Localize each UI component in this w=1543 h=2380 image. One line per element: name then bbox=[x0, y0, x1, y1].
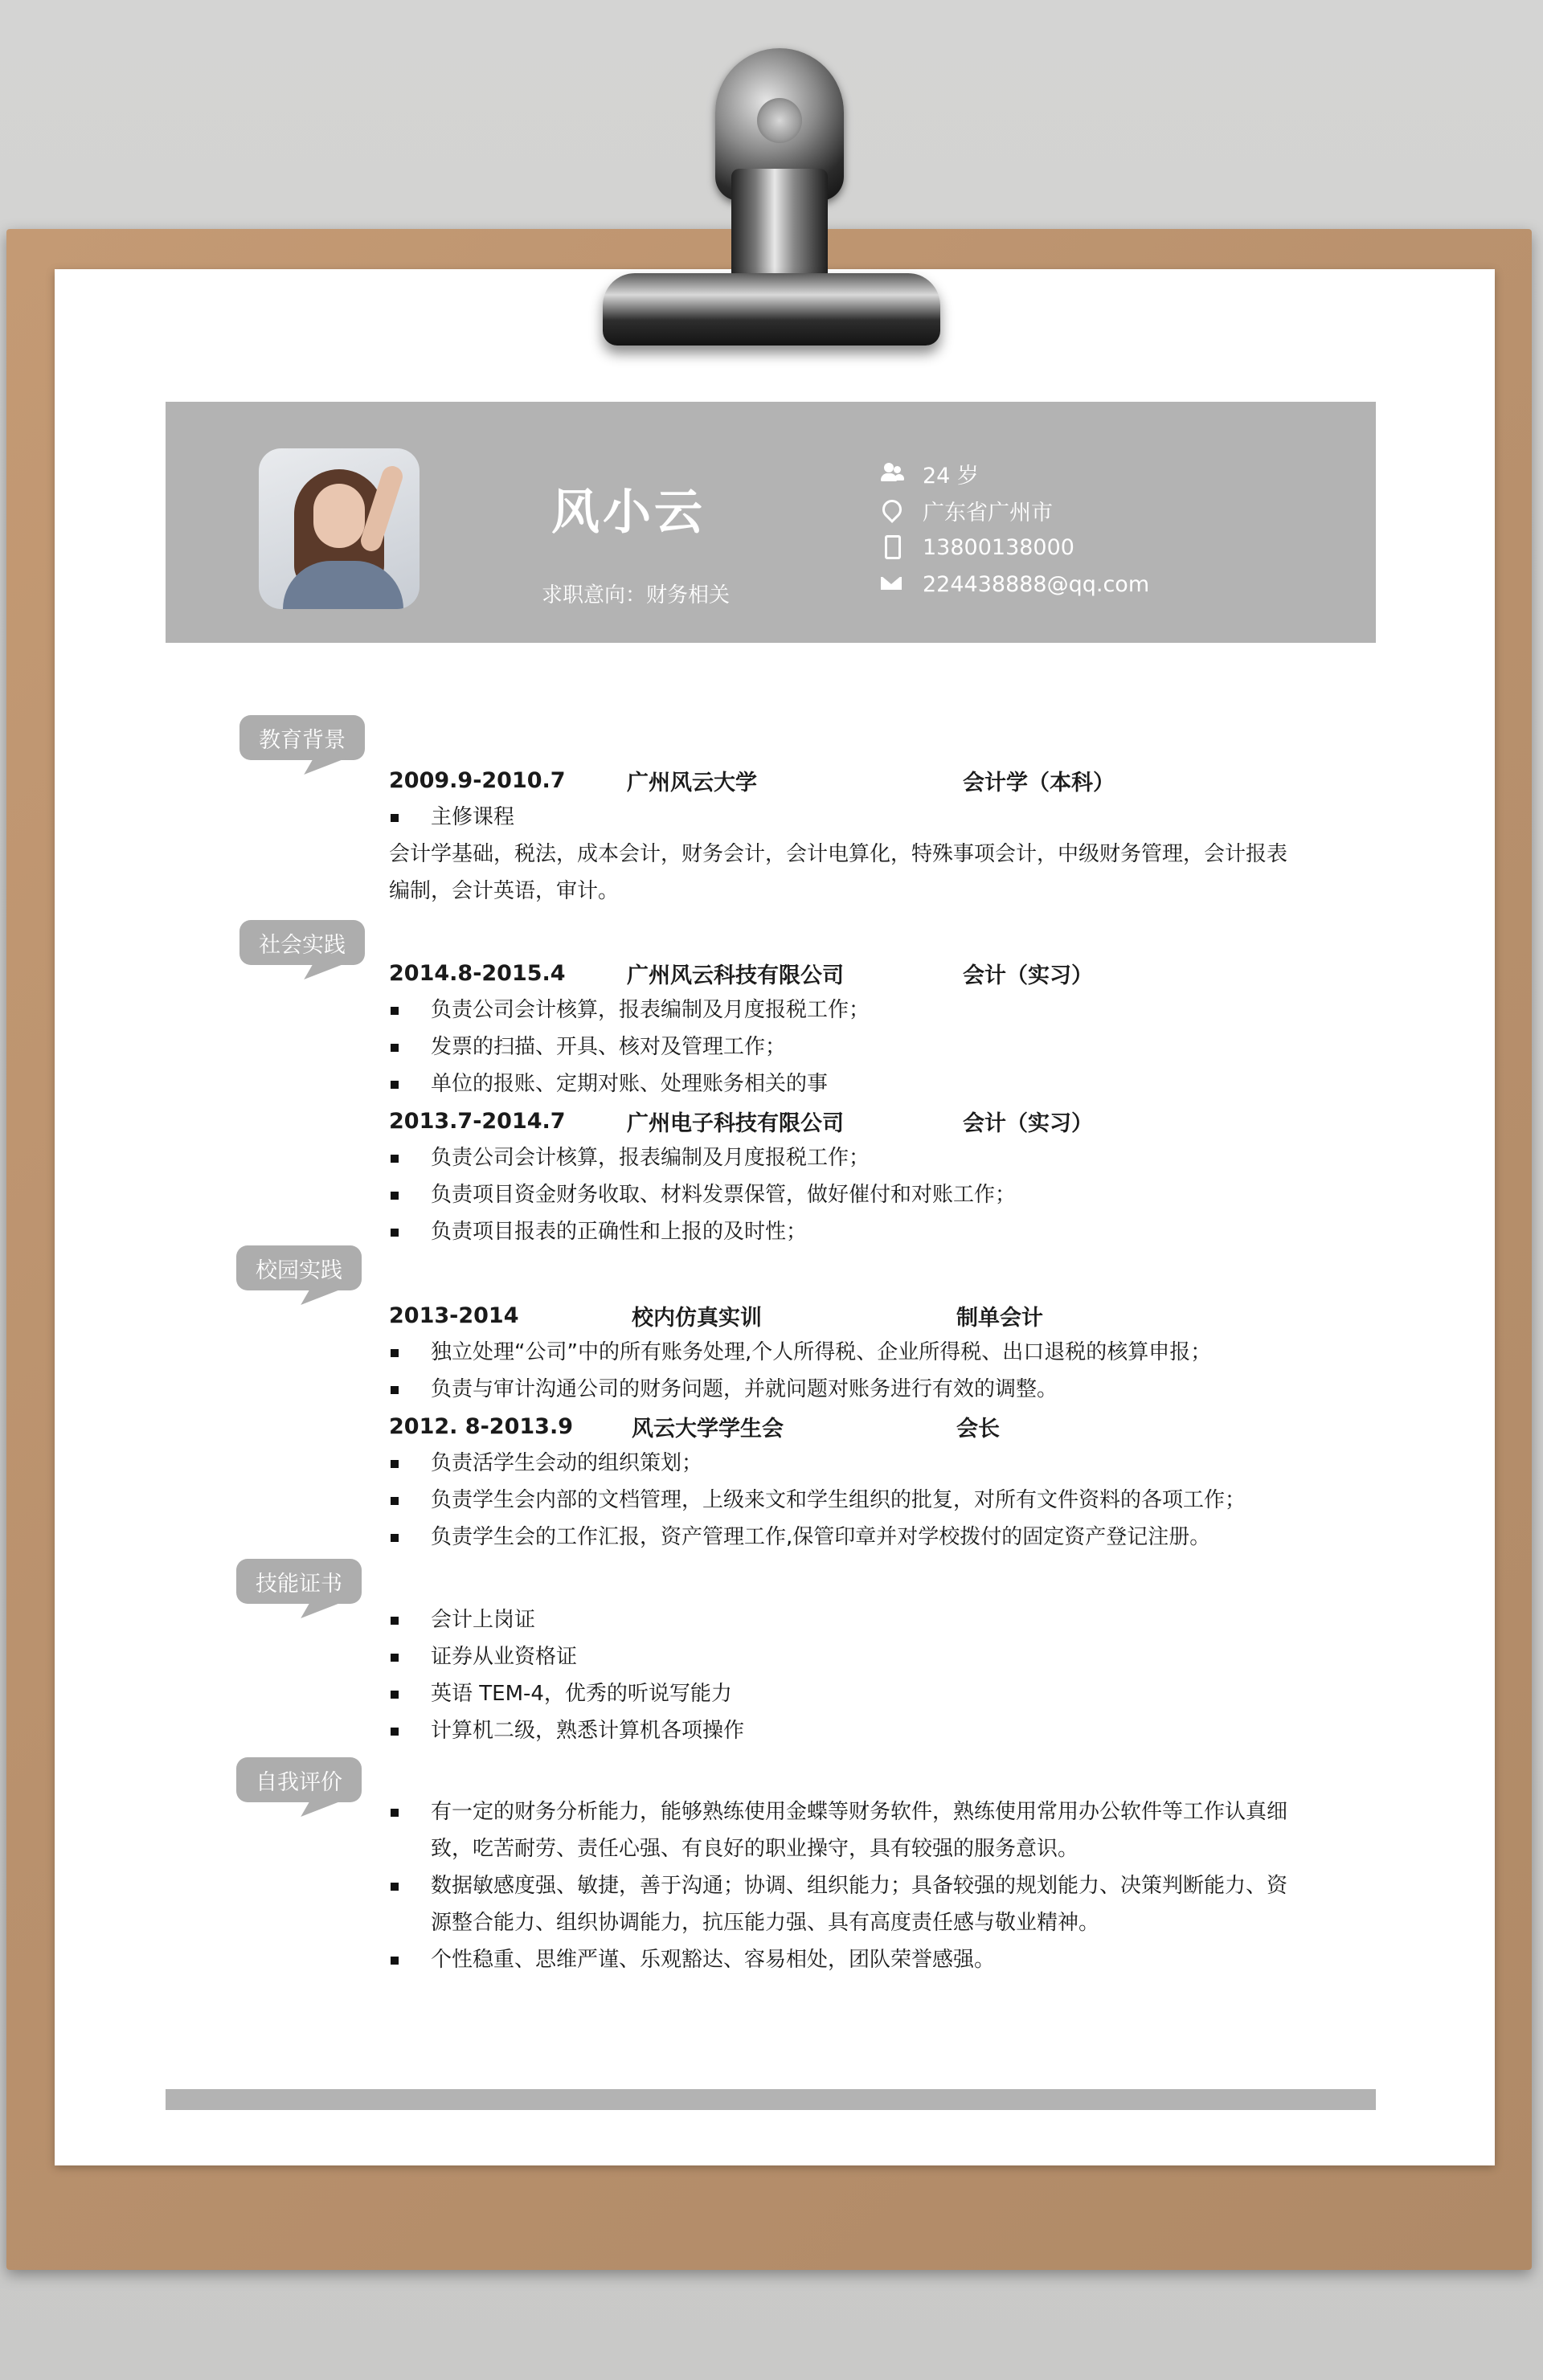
phone-text: 13800138000 bbox=[923, 534, 1074, 560]
resume-header bbox=[166, 402, 1376, 643]
section-tag-campus: 校园实践 bbox=[236, 1245, 362, 1290]
list-item: 单位的报账、定期对账、处理账务相关的事 bbox=[389, 1065, 1321, 1102]
contact-location bbox=[879, 492, 1149, 529]
section-tag-social: 社会实践 bbox=[239, 920, 365, 965]
location-pin-icon bbox=[879, 498, 907, 522]
list-item: 会计上岗证 bbox=[389, 1601, 1321, 1638]
social-section bbox=[389, 955, 1321, 1250]
section-tag-self: 自我评价 bbox=[236, 1757, 362, 1802]
course-list-line: 会计学基础，税法，成本会计，财务会计，会计电算化，特殊事项会计，中级财务管理，会计报表 bbox=[389, 842, 1288, 866]
campus-entry-header: 2012. 8-2013.9 风云大学学生会 会长 bbox=[389, 1413, 1000, 1441]
list-item: 负责与审计沟通公司的财务问题，并就问题对账务进行有效的调整。 bbox=[389, 1371, 1321, 1408]
list-item: 主修课程 bbox=[389, 799, 1321, 836]
age-text: 24 岁 bbox=[923, 463, 979, 489]
list-item: 负责活学生会动的组织策划； bbox=[389, 1445, 1321, 1482]
candidate-name: 风小云 bbox=[551, 485, 706, 541]
campus-section bbox=[389, 1297, 1321, 1556]
education-section bbox=[389, 762, 1321, 910]
list-item: 英语 TEM-4，优秀的听说写能力 bbox=[389, 1675, 1321, 1712]
section-tag-skills: 技能证书 bbox=[236, 1559, 362, 1604]
list-item: 计算机二级，熟悉计算机各项操作 bbox=[389, 1712, 1321, 1749]
list-item: 负责项目资金财务收取、材料发票保管，做好催付和对账工作； bbox=[389, 1176, 1321, 1213]
entry-org: 广州风云大学 bbox=[627, 770, 757, 795]
contact-age bbox=[879, 455, 1149, 492]
email-text: 224438888@qq.com bbox=[923, 571, 1150, 597]
contact-phone bbox=[879, 529, 1149, 566]
list-item: 证券从业资格证 bbox=[389, 1638, 1321, 1675]
self-evaluation-section bbox=[389, 1793, 1321, 1978]
education-entry-header bbox=[389, 762, 1321, 799]
entry-date: 2009.9-2010.7 bbox=[389, 767, 566, 793]
footer-bar bbox=[166, 2089, 1376, 2110]
location-text: 广东省广州市 bbox=[923, 500, 1053, 525]
contact-info bbox=[879, 455, 1149, 603]
mail-icon bbox=[879, 572, 907, 596]
entry-role: 会计学（本科） bbox=[963, 770, 1115, 795]
section-tag-education: 教育背景 bbox=[239, 715, 365, 760]
social-entry-header: 2013.7-2014.7 广州电子科技有限公司 会计（实习） bbox=[389, 1108, 1093, 1136]
phone-icon bbox=[879, 535, 907, 559]
job-intent: 求职意向：财务相关 bbox=[542, 583, 731, 607]
binder-clip-icon bbox=[579, 48, 948, 354]
person-icon bbox=[879, 461, 907, 485]
list-item: 负责学生会内部的文档管理，上级来文和学生组织的批复，对所有文件资料的各项工作； bbox=[389, 1482, 1321, 1519]
bullet-icon bbox=[389, 799, 431, 836]
list-item: 发票的扫描、开具、核对及管理工作； bbox=[389, 1028, 1321, 1065]
list-item: 独立处理“公司”中的所有账务处理,个人所得税、企业所得税、出口退税的核算申报； bbox=[389, 1334, 1321, 1371]
course-list-line: 编制，会计英语，审计。 bbox=[389, 879, 620, 903]
social-entry-header: 2014.8-2015.4 广州风云科技有限公司 会计（实习） bbox=[389, 960, 1093, 988]
contact-email bbox=[879, 566, 1149, 603]
list-item: 负责公司会计核算，报表编制及月度报税工作； bbox=[389, 1139, 1321, 1176]
list-item: 负责项目报表的正确性和上报的及时性； bbox=[389, 1213, 1321, 1250]
list-item: 个性稳重、思维严谨、乐观豁达、容易相处，团队荣誉感强。 bbox=[389, 1941, 1321, 1978]
skills-section bbox=[389, 1601, 1321, 1749]
campus-entry-header: 2013-2014 校内仿真实训 制单会计 bbox=[389, 1302, 1043, 1331]
list-item: 负责公司会计核算，报表编制及月度报税工作； bbox=[389, 992, 1321, 1028]
list-item: 负责学生会的工作汇报，资产管理工作,保管印章并对学校拨付的固定资产登记注册。 bbox=[389, 1519, 1321, 1556]
list-item: 有一定的财务分析能力，能够熟练使用金蝶等财务软件，熟练使用常用办公软件等工作认真细 致，吃苦耐劳、责任心强、有良好的职业操守，具有较强的服务意识。 bbox=[389, 1793, 1321, 1867]
list-item: 数据敏感度强、敏捷，善于沟通；协调、组织能力；具备较强的规划能力、决策判断能力、资 源整合能力、组织协调能力，抗压能力强、具有高度责任感与敬业精神。 bbox=[389, 1867, 1321, 1941]
avatar bbox=[259, 448, 420, 609]
